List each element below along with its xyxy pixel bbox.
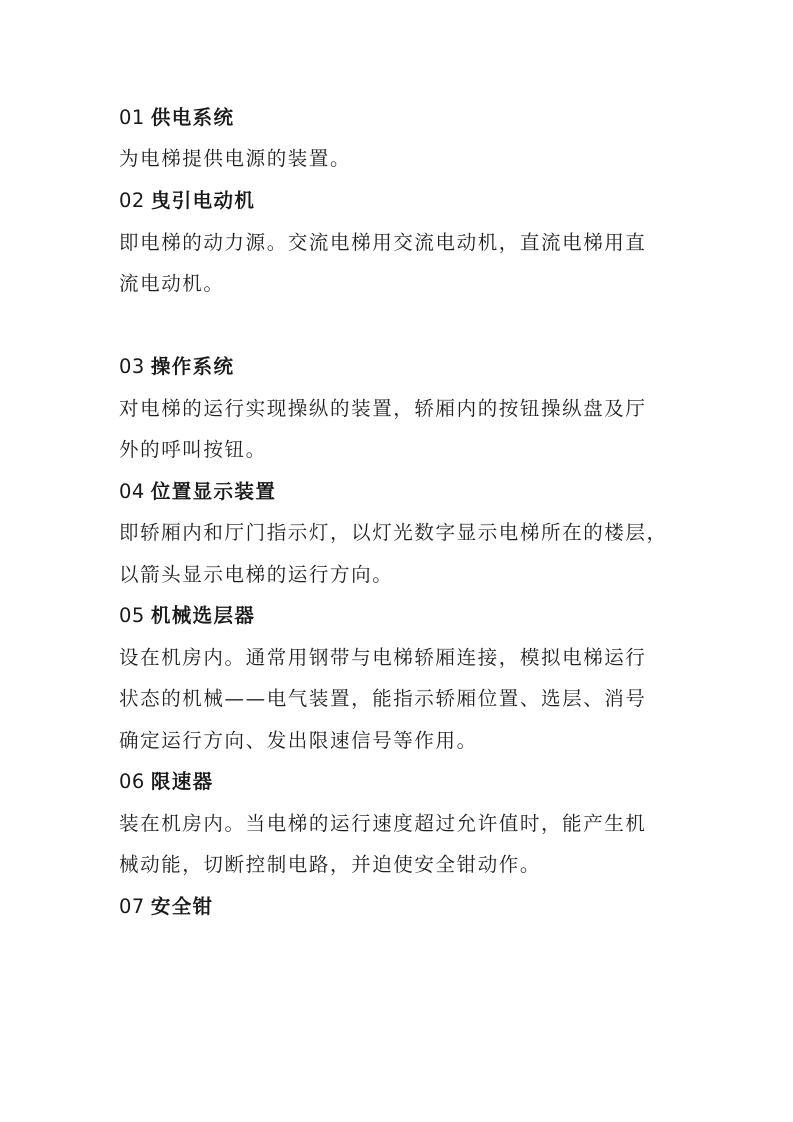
paragraph-line: 外的呼叫按钮。 bbox=[119, 438, 267, 461]
heading-01 bbox=[119, 108, 234, 128]
heading-number: 06 bbox=[119, 770, 145, 793]
paragraph-line: 即电梯的动力源。交流电梯用交流电动机，直流电梯用直 bbox=[119, 231, 647, 254]
heading-number: 07 bbox=[119, 895, 145, 918]
paragraph-line: 流电动机。 bbox=[119, 272, 225, 295]
heading-title: 供电系统 bbox=[150, 106, 235, 129]
heading-03 bbox=[119, 357, 234, 377]
paragraph-line: 状态的机械——电气装置，能指示轿厢位置、选层、消号 bbox=[119, 687, 647, 710]
paragraph-line: 即轿厢内和厅门指示灯，以灯光数字显示电梯所在的楼层， bbox=[119, 521, 668, 544]
heading-title: 限速器 bbox=[150, 770, 214, 793]
paragraph-line: 以箭头显示电梯的运行方向。 bbox=[119, 563, 394, 586]
heading-number: 04 bbox=[119, 480, 145, 503]
heading-05 bbox=[119, 606, 255, 626]
heading-title: 位置显示装置 bbox=[150, 480, 277, 503]
heading-title: 机械选层器 bbox=[150, 604, 256, 627]
paragraph-line: 对电梯的运行实现操纵的装置，轿厢内的按钮操纵盘及厅 bbox=[119, 397, 647, 420]
heading-02 bbox=[119, 191, 255, 211]
heading-title: 曳引电动机 bbox=[150, 189, 256, 212]
paragraph-line: 设在机房内。通常用钢带与电梯轿厢连接，模拟电梯运行 bbox=[119, 646, 647, 669]
heading-04 bbox=[119, 482, 276, 502]
heading-number: 03 bbox=[119, 355, 145, 378]
heading-title: 操作系统 bbox=[150, 355, 235, 378]
paragraph-line: 为电梯提供电源的装置。 bbox=[119, 147, 352, 170]
heading-number: 01 bbox=[119, 106, 145, 129]
heading-number: 02 bbox=[119, 189, 145, 212]
heading-07 bbox=[119, 897, 214, 917]
paragraph-line: 械动能，切断控制电路，并迫使安全钳动作。 bbox=[119, 853, 542, 876]
paragraph-line: 装在机房内。当电梯的运行速度超过允许值时，能产生机 bbox=[119, 812, 647, 835]
heading-number: 05 bbox=[119, 604, 145, 627]
paragraph-line: 确定运行方向、发出限速信号等作用。 bbox=[119, 729, 478, 752]
heading-title: 安全钳 bbox=[150, 895, 214, 918]
heading-06 bbox=[119, 772, 214, 792]
